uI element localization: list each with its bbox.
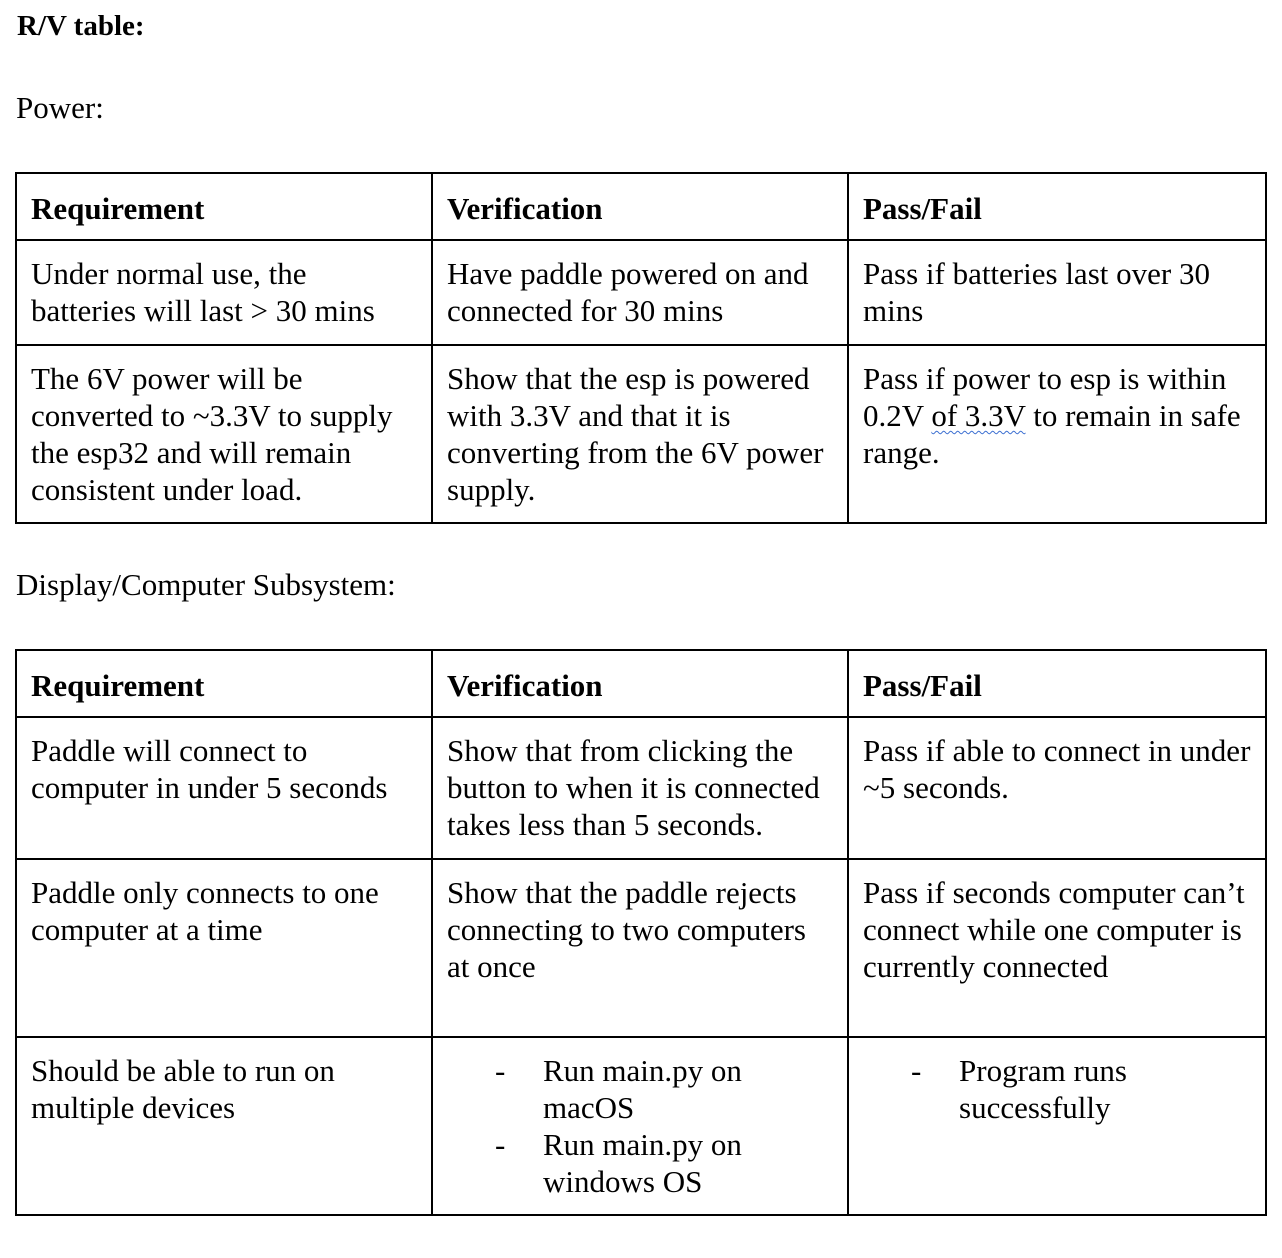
requirement-cell: Under normal use, the batteries will last > 30 mins	[16, 240, 432, 345]
table-row	[16, 345, 1266, 523]
dash-bullet: -	[911, 1053, 922, 1088]
list-item	[447, 1126, 833, 1200]
pass-fail-cell: Pass if able to connect in under ~5 seconds.	[848, 717, 1266, 859]
header-requirement: Requirement	[16, 650, 432, 717]
document-title: R/V table:	[17, 10, 145, 42]
dash-bullet: -	[495, 1127, 506, 1162]
display-section-label: Display/Computer Subsystem:	[16, 567, 396, 602]
pass-fail-text: Pass if power to esp is within 0.2V	[863, 361, 1227, 433]
pass-fail-list	[863, 1052, 1251, 1126]
verification-cell	[432, 1037, 848, 1215]
verification-cell: Show that from clicking the button to when it is connected takes less than 5 seconds.	[432, 717, 848, 859]
list-item-text: Run main.py on macOS	[543, 1053, 742, 1125]
requirement-cell: Paddle will connect to computer in under 5 seconds	[16, 717, 432, 859]
verification-cell: Show that the esp is powered with 3.3V and that it is converting from the 6V power supply.	[432, 345, 848, 523]
dash-bullet: -	[495, 1053, 506, 1088]
pass-fail-text: to remain in safe range.	[863, 398, 1241, 470]
table-row	[16, 859, 1266, 1037]
table-header-row	[16, 173, 1266, 240]
header-verification: Verification	[432, 173, 848, 240]
list-item-text: Program runs successfully	[959, 1053, 1127, 1125]
table-row	[16, 240, 1266, 345]
power-section-label: Power:	[16, 90, 104, 125]
grammar-flagged-text[interactable]: of 3.3V	[931, 398, 1026, 433]
power-rv-table	[15, 172, 1267, 524]
pass-fail-cell	[848, 345, 1266, 523]
requirement-cell: Paddle only connects to one computer at a time	[16, 859, 432, 1037]
requirement-cell: The 6V power will be converted to ~3.3V to supply the esp32 and will remain consistent under load.	[16, 345, 432, 523]
header-pass-fail: Pass/Fail	[848, 650, 1266, 717]
pass-fail-cell: Pass if seconds computer can’t connect while one computer is currently connected	[848, 859, 1266, 1037]
display-rv-table	[15, 649, 1267, 1216]
header-pass-fail: Pass/Fail	[848, 173, 1266, 240]
list-item	[447, 1052, 833, 1126]
verification-list	[447, 1052, 833, 1200]
requirement-cell: Should be able to run on multiple devices	[16, 1037, 432, 1215]
table-header-row	[16, 650, 1266, 717]
pass-fail-cell	[848, 1037, 1266, 1215]
header-verification: Verification	[432, 650, 848, 717]
verification-cell: Show that the paddle rejects connecting to two computers at once	[432, 859, 848, 1037]
verification-cell: Have paddle powered on and connected for 30 mins	[432, 240, 848, 345]
header-requirement: Requirement	[16, 173, 432, 240]
pass-fail-cell: Pass if batteries last over 30 mins	[848, 240, 1266, 345]
list-item	[863, 1052, 1251, 1126]
list-item-text: Run main.py on windows OS	[543, 1127, 742, 1199]
table-row	[16, 1037, 1266, 1215]
table-row	[16, 717, 1266, 859]
